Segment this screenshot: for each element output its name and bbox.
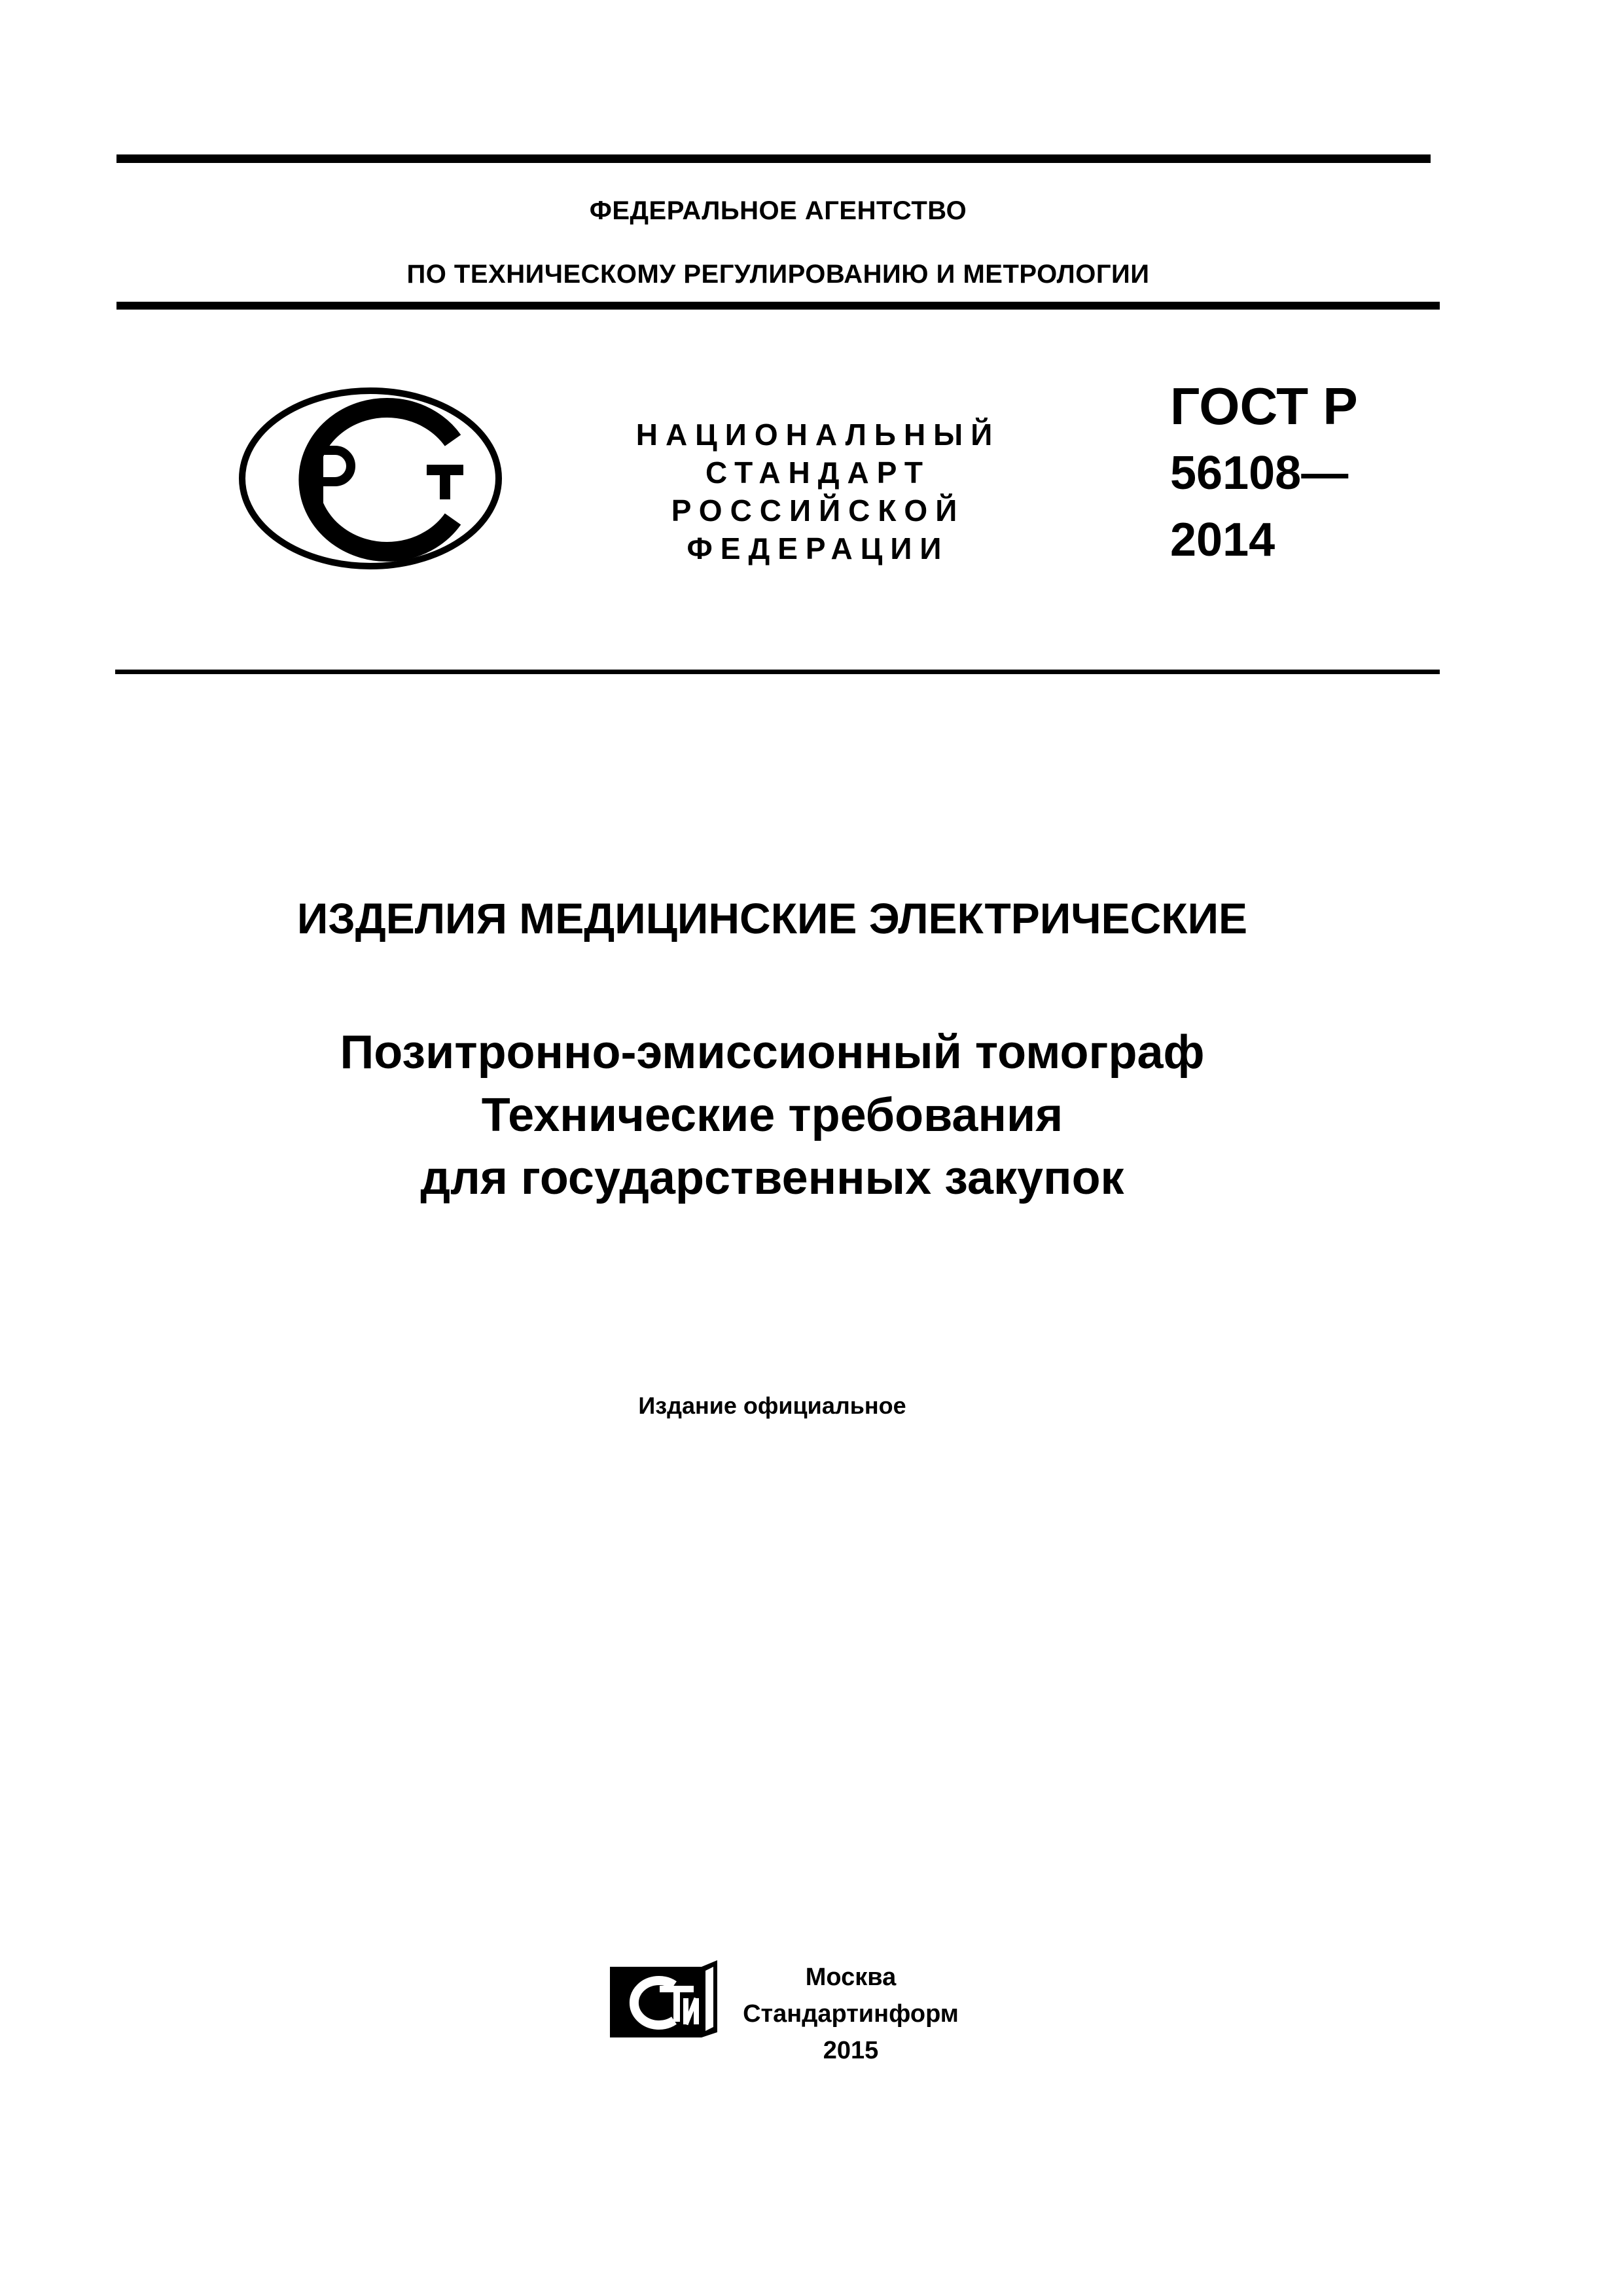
rst-emblem-icon xyxy=(237,385,504,572)
standartinform-logo-icon xyxy=(609,1959,719,2039)
agency-line-2: ПО ТЕХНИЧЕСКОМУ РЕГУЛИРОВАНИЮ И МЕТРОЛОГИИ xyxy=(406,260,1150,289)
subtitle-line-3: для государственных закупок xyxy=(420,1152,1124,1204)
publisher-year: 2015 xyxy=(823,2037,879,2064)
publisher-name: Стандартинформ xyxy=(743,2000,959,2028)
standard-type xyxy=(589,416,1047,567)
standard-designation xyxy=(1170,373,1358,573)
header-rule xyxy=(116,302,1440,310)
standard-type-line-1: НАЦИОНАЛЬНЫЙ xyxy=(635,418,1001,452)
top-rule xyxy=(116,154,1431,163)
designation-number: 56108— xyxy=(1170,447,1349,499)
document-subtitle xyxy=(0,1021,1544,1210)
publisher-block xyxy=(733,1959,969,2069)
designation-year: 2014 xyxy=(1170,514,1275,566)
publisher-city: Москва xyxy=(805,1964,897,1991)
standard-type-line-3: РОССИЙСКОЙ xyxy=(671,493,965,528)
subtitle-line-2: Технические требования xyxy=(481,1089,1063,1141)
subtitle-line-1: Позитронно-эмиссионный томограф xyxy=(340,1026,1205,1079)
section-rule xyxy=(115,670,1440,674)
edition-label: Издание официальное xyxy=(638,1392,906,1419)
standard-type-line-4: ФЕДЕРАЦИИ xyxy=(687,531,950,565)
designation-prefix: ГОСТ Р xyxy=(1170,377,1358,435)
agency-line-1: ФЕДЕРАЛЬНОЕ АГЕНТСТВО xyxy=(589,196,967,225)
standard-type-line-2: СТАНДАРТ xyxy=(705,456,931,490)
document-title: ИЗДЕЛИЯ МЕДИЦИНСКИЕ ЭЛЕКТРИЧЕСКИЕ xyxy=(296,894,1248,942)
